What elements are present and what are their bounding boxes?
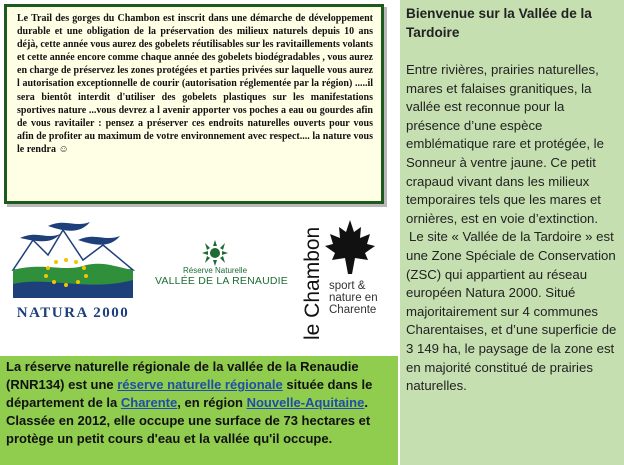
logos-area [0,210,400,350]
renaudie-info-text2: située dans le département de la [6,377,373,410]
chambon-logo-word: le Chambon [301,226,324,340]
renaudie-logo-line1: Réserve Naturelle [182,266,248,275]
natura-2000-label: NATURA 2000 [16,305,130,321]
chambon-logo [285,218,385,348]
renaudie-logo-line2: VALLÉE DE LA RENAUDIE [155,275,288,287]
reserve-leaf-icon [200,240,230,266]
maple-leaf-icon [323,218,377,276]
sidebar-title: Bienvenue sur la Vallée de la Tardoire [406,6,592,40]
trail-notice-box [4,4,384,204]
link-reserve-naturelle-regionale[interactable]: réserve naturelle régionale [117,377,283,392]
natura-2000-emblem-icon [8,210,138,305]
sidebar-paragraph-2: Le site « Vallée de la Tardoire » est une Zone Spéciale de Conservation (ZSC) qui appartient au réseau européen Natura 2000. Situé majoritairement sur 4 communes Charentaises, et d’une superficie de 3 149 ha, le paysage de la zone est en majorité constitué de prairies naturelles. [406,229,617,394]
sidebar-paragraph-1: Entre rivières, prairies naturelles, mares et falaises granitiques, la vallée est reconnue pour la présence d’une espèce emblématique rare et protégée, le Sonneur à ventre jaune. Ce petit crapaud vivant dans les milieux temporaires tels que les mares et ornières, est en voie d’extinction. [406,62,604,226]
trail-notice-text: Le Trail des gorges du Chambon est inscrit dans une démarche de développement durable et une obligation de la préservation des milieux naturels depuis 10 ans déjà, cette année vous aurez des gobelets réutilisables sur les ravitaillements volants et cette année encore comme chaque année des gobelets biodégradables , vous aurez en charge de préservez les zones protégées et parties privées sur laquelle vous aurez l autorisation exceptionnelle de courir (autorisation réglementée par la région) .....il sera bientôt interdit d'utiliser des gobelets plastiques sur les manifestations sportives nature ...vous devrez a l avenir apporter vos poches a eau ou gourdes afin de vous ravitailer : pensez a préserver ces endroits naturelles ouverts pour vous afin de profiter au maximum de votre environnement avec respect.... la nature vous le rendra ☺ [17,13,373,155]
chambon-sport-text: sport & nature en Charente [329,280,378,316]
renaudie-info-text3: , en région [177,395,247,410]
link-charente[interactable]: Charente [120,395,178,410]
renaudie-logo [155,240,288,310]
renaudie-info-box [0,356,398,465]
link-nouvelle-aquitaine[interactable]: Nouvelle-Aquitaine [246,395,365,410]
tardoire-sidebar [400,0,624,465]
renaudie-info-text1: La réserve naturelle régionale de la vallée de la Renaudie (RNR134) est une [6,359,359,392]
renaudie-info-text4: . Classée en 2012, elle occupe une surface de 73 hectares et protège un petit cours d'eau et la vallée qu'il occupe. [6,395,371,446]
